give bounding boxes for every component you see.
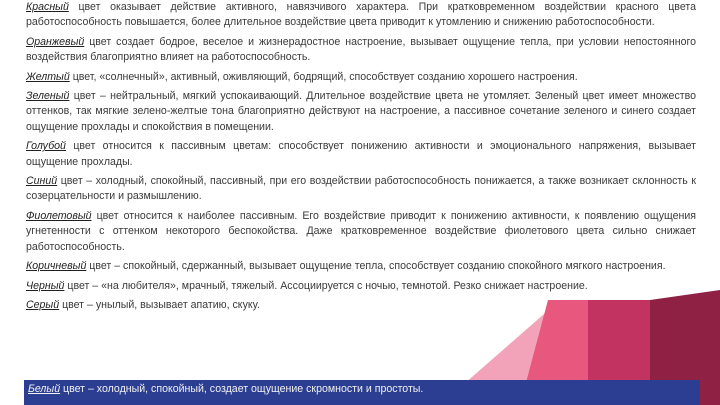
paragraph-body: цвет – спокойный, сдержанный, вызывает ощущение тепла, способствует созданию спокойного мягкого настроения. (86, 260, 666, 273)
color-term: Красный (26, 1, 69, 13)
color-description-text (20, 0, 696, 317)
color-term: Серый (26, 298, 60, 311)
paragraph-body: цвет оказывает действие активного, навязчивого характера. При кратковременном воздействии красного цвета работоспособность повышается, более длительное воздействие цвета приводит к утомлению и снижению работоспособности. (26, 1, 696, 29)
paragraph-light-blue (26, 139, 696, 170)
paragraph-blue (26, 174, 696, 205)
paragraph-body: цвет – холодный, спокойный, создает ощущение скромности и простоты. (60, 383, 424, 395)
color-term: Фиолетовый (26, 209, 92, 222)
paragraph-red (26, 0, 696, 31)
paragraph-body: цвет – нейтральный, мягкий успокаивающий. Длительное воздействие цвета не утомляет. Зеленый цвет имеет множество оттенков, так мягкие зелено-желтые тона благоприятно действуют на настроение, а пассивное сочетание зеленого и синего создает ощущение прохлады и спокойствия в помещении. (26, 90, 696, 133)
paragraph-body: цвет – унылый, вызывает апатию, скуку. (59, 298, 260, 311)
color-term: Белый (28, 383, 61, 395)
paragraph-white (28, 383, 423, 395)
color-term: Черный (26, 279, 65, 292)
paragraph-violet (26, 209, 696, 255)
paragraph-orange (26, 35, 696, 66)
color-term: Зеленый (26, 90, 70, 103)
paragraph-green (26, 89, 696, 135)
color-term: Коричневый (26, 260, 87, 273)
paragraph-body: цвет создает бодрое, веселое и жизнерадостное настроение, вызывает ощущение тепла, при условии непостоянного воздействия благоприятно влияет на работоспособность. (26, 35, 696, 64)
color-term: Голубой (26, 140, 66, 153)
color-term: Желтый (26, 70, 70, 83)
paragraph-gray (26, 298, 696, 313)
paragraph-body: цвет относится к наиболее пассивным. Его воздействие приводит к понижению активности, к появлению ощущения угнетенности с оттенком некоторого беспокойства. Даже кратковременное воздействие фиолетового цвета сильно снижает работоспособность. (26, 209, 696, 253)
paragraph-yellow (26, 70, 696, 85)
paragraph-black (26, 279, 696, 294)
color-term: Оранжевый (26, 35, 85, 48)
color-term: Синий (26, 175, 58, 188)
paragraph-body: цвет – холодный, спокойный, пассивный, при его воздействии работоспособность понижается, а также возникает склонность к созерцательности и размышлению. (26, 175, 696, 203)
paragraph-brown (26, 259, 696, 274)
paragraph-body: цвет, «солнечный», активный, оживляющий, бодрящий, способствует созданию хорошего настроения. (69, 70, 578, 83)
paragraph-body: цвет относится к пассивным цветам: способствует понижению активности и эмоционального напряжения, вызывает ощущение прохлады. (26, 140, 696, 168)
paragraph-body: цвет – «на любителя», мрачный, тяжелый. Ассоциируется с ночью, темнотой. Резко снижает настроение. (64, 279, 588, 292)
